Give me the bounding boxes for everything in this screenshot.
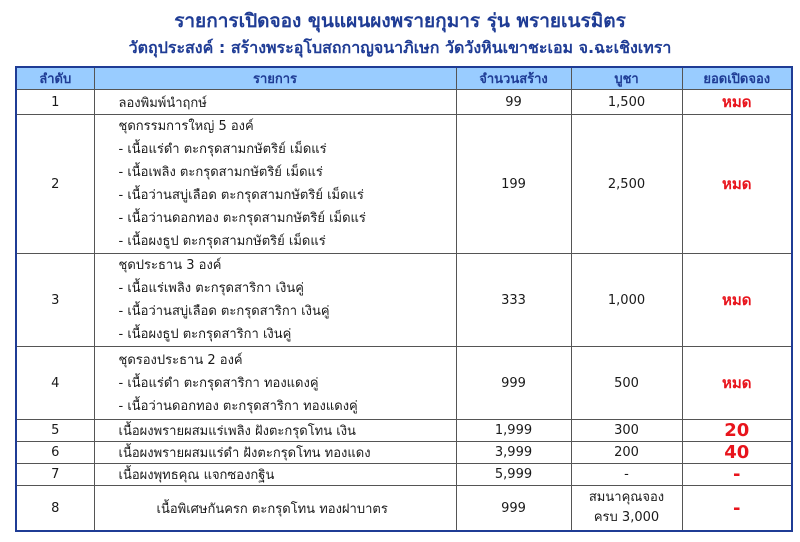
- header-status: ยอดเปิดจอง: [682, 67, 792, 90]
- row-price: 300: [571, 420, 682, 442]
- item-line: - เนื้อว่านดอกทอง ตะกรุดสามกษัตริย์ เม็ดแร่: [118, 211, 366, 226]
- row-item: ลองพิมพ์นำฤกษ์: [94, 90, 456, 115]
- row-quantity: 199: [456, 115, 571, 254]
- table-row: [16, 486, 792, 532]
- item-line: - เนื้อผงธูป ตะกรุดสาริกา เงินคู่: [118, 327, 292, 342]
- row-item: [94, 254, 456, 347]
- item-line: - เนื้อผงธูป ตะกรุดสามกษัตริย์ เม็ดแร่: [118, 234, 326, 249]
- table-row: [16, 90, 792, 115]
- row-price: 200: [571, 442, 682, 464]
- row-price: 1,000: [571, 254, 682, 347]
- row-item: เนื้อพิเศษกันครก ตะกรุดโทน ทองฝาบาตร: [94, 486, 456, 532]
- row-number: 5: [16, 420, 94, 442]
- table-row: [16, 464, 792, 486]
- table-row: [16, 442, 792, 464]
- item-line: - เนื้อว่านสบู่เลือด ตะกรุดสามกษัตริย์ เม็ดแร่: [118, 188, 364, 203]
- item-line: - เนื้อแร่ดำ ตะกรุดสามกษัตริย์ เม็ดแร่: [118, 142, 327, 157]
- item-line: ชุดรองประธาน 2 องค์: [118, 352, 243, 368]
- item-line: - เนื้อเพลิง ตะกรุดสามกษัตริย์ เม็ดแร่: [118, 165, 323, 180]
- price-line: ครบ 3,000: [593, 510, 660, 525]
- row-quantity: 999: [456, 486, 571, 532]
- table-row: [16, 347, 792, 420]
- row-status: หมด: [682, 347, 792, 420]
- row-item: [94, 115, 456, 254]
- row-item: เนื้อผงพรายผสมแร่ดำ ฝังตะกรุดโทน ทองแดง: [94, 442, 456, 464]
- row-quantity: 5,999: [456, 464, 571, 486]
- row-item: เนื้อผงพุทธคุณ แจกซองกฐิน: [94, 464, 456, 486]
- row-price: -: [571, 464, 682, 486]
- row-number: 3: [16, 254, 94, 347]
- table-row: [16, 115, 792, 254]
- item-line: - เนื้อแร่เพลิง ตะกรุดสาริกา เงินคู่: [118, 281, 304, 296]
- row-number: 1: [16, 90, 94, 115]
- header-quantity: จำนวนสร้าง: [456, 67, 571, 90]
- item-line: - เนื้อว่านดอกทอง ตะกรุดสาริกา ทองแดงคู่: [118, 398, 358, 414]
- header-price: บูชา: [571, 67, 682, 90]
- row-number: 4: [16, 347, 94, 420]
- row-item: เนื้อผงพรายผสมแร่เพลิง ฝังตะกรุดโทน เงิน: [94, 420, 456, 442]
- row-status: -: [682, 486, 792, 532]
- row-number: 8: [16, 486, 94, 532]
- row-quantity: 333: [456, 254, 571, 347]
- item-line: - เนื้อว่านสบู่เลือด ตะกรุดสาริกา เงินคู่: [118, 304, 330, 319]
- row-number: 6: [16, 442, 94, 464]
- page-title: รายการเปิดจอง ขุนแผนผงพรายกุมาร รุ่น พรายเนรมิตร: [174, 10, 626, 32]
- reservation-table: [15, 66, 793, 532]
- row-status: หมด: [682, 115, 792, 254]
- header-item: รายการ: [94, 67, 456, 90]
- row-status: หมด: [682, 254, 792, 347]
- table-row: [16, 420, 792, 442]
- item-line: ชุดกรรมการใหญ่ 5 องค์: [118, 119, 254, 134]
- row-quantity: 1,999: [456, 420, 571, 442]
- row-quantity: 3,999: [456, 442, 571, 464]
- row-price: [571, 486, 682, 532]
- price-line: สมนาคุณจอง: [588, 490, 665, 505]
- row-price: 1,500: [571, 90, 682, 115]
- row-quantity: 999: [456, 347, 571, 420]
- header-number: ลำดับ: [16, 67, 94, 90]
- item-line: ชุดประธาน 3 องค์: [118, 258, 222, 273]
- table-header-row: [16, 67, 792, 90]
- row-number: 7: [16, 464, 94, 486]
- row-item: [94, 347, 456, 420]
- row-price: 500: [571, 347, 682, 420]
- row-price: 2,500: [571, 115, 682, 254]
- row-status: หมด: [682, 90, 792, 115]
- row-number: 2: [16, 115, 94, 254]
- row-status: 40: [682, 442, 792, 464]
- row-status: 20: [682, 420, 792, 442]
- row-quantity: 99: [456, 90, 571, 115]
- table-row: [16, 254, 792, 347]
- item-line: - เนื้อแร่ดำ ตะกรุดสาริกา ทองแดงคู่: [118, 375, 319, 391]
- row-status: -: [682, 464, 792, 486]
- page-subtitle: วัตถุประสงค์ : สร้างพระอุโบสถกาญจนาภิเษก วัดวังหินเขาชะเอม จ.ฉะเชิงเทรา: [128, 38, 672, 57]
